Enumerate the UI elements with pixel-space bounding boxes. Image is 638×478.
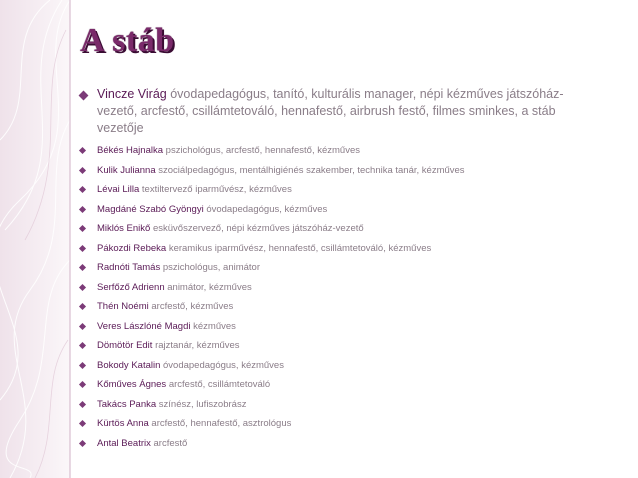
staff-description: animátor, kézműves xyxy=(167,281,252,293)
diamond-bullet-icon xyxy=(79,439,86,446)
staff-description: keramikus iparművész, hennafestő, csillámtetováló, kézműves xyxy=(168,242,432,254)
staff-description: textiltervező iparművész, kézműves xyxy=(141,184,292,195)
staff-description: esküvőszervező, népi kézműves játszóház-vezető xyxy=(152,223,364,234)
staff-name: Dömötör Edit xyxy=(97,340,153,351)
list-item xyxy=(80,161,600,181)
staff-description: pszichológus, arcfestő, hennafestő, kézműves xyxy=(165,145,360,156)
staff-name: Pákozdi Rebeka xyxy=(97,242,167,254)
staff-description: pszichológus, animátor xyxy=(162,262,261,273)
staff-name: Thén Noémi xyxy=(97,301,149,312)
list-item xyxy=(80,219,600,239)
staff-name: Bokody Katalin xyxy=(97,359,161,371)
staff-description: arcfestő, kézműves xyxy=(151,301,234,312)
staff-name: Takács Panka xyxy=(97,398,157,410)
staff-name: Radnóti Tamás xyxy=(97,262,161,273)
diamond-bullet-icon xyxy=(79,264,86,271)
diamond-bullet-icon xyxy=(79,283,86,290)
staff-name: Lévai Lilla xyxy=(97,184,140,195)
list-item xyxy=(80,395,600,415)
diamond-bullet-icon xyxy=(79,381,86,388)
staff-name: Serfőző Adrienn xyxy=(97,281,165,293)
staff-name: Veres Lászlóné Magdi xyxy=(97,320,191,332)
staff-name: Békés Hajnalka xyxy=(97,145,164,156)
staff-description: óvodapedagógus, kézműves xyxy=(206,203,328,215)
staff-description: arcfestő xyxy=(153,437,188,449)
slide-title: A stáb xyxy=(80,22,175,59)
list-item xyxy=(80,375,600,395)
staff-name: Kulik Julianna xyxy=(97,164,156,176)
list-item xyxy=(80,414,600,434)
list-item xyxy=(80,336,600,356)
list-item xyxy=(80,297,600,317)
list-item xyxy=(80,258,600,278)
staff-name: Kőműves Ágnes xyxy=(97,379,167,390)
diamond-bullet-icon xyxy=(79,303,86,310)
list-item xyxy=(80,434,600,454)
list-item xyxy=(80,180,600,200)
diamond-bullet-icon xyxy=(79,186,86,193)
list-item-lead xyxy=(80,86,600,137)
diamond-bullet-icon xyxy=(79,420,86,427)
diamond-bullet-icon xyxy=(79,91,89,101)
diamond-bullet-icon xyxy=(79,361,86,368)
diamond-bullet-icon xyxy=(79,225,86,232)
diamond-bullet-icon xyxy=(79,400,86,407)
staff-description: kézműves xyxy=(193,320,236,332)
staff-description: óvodapedagógus, kézműves xyxy=(163,359,284,371)
list-item xyxy=(80,278,600,298)
list-item xyxy=(80,239,600,259)
staff-list xyxy=(80,86,600,453)
list-item xyxy=(80,141,600,161)
diamond-bullet-icon xyxy=(79,166,86,173)
staff-name: Miklós Enikő xyxy=(97,223,151,234)
diamond-bullet-icon xyxy=(79,342,86,349)
staff-name: Magdáné Szabó Gyöngyi xyxy=(97,203,204,215)
list-item xyxy=(80,200,600,220)
list-item xyxy=(80,317,600,337)
staff-description: arcfestő, csillámtetováló xyxy=(168,379,271,390)
diamond-bullet-icon xyxy=(79,205,86,212)
staff-description: óvodapedagógus, tanító, kulturális manager, népi kézműves játszóház-vezető, arcfestő, csillámtetováló, hennafestő, airbrush festő, filmes sminkes, a stáb vezetője xyxy=(97,87,564,135)
staff-description: rajztanár, kézműves xyxy=(155,340,240,351)
staff-description: arcfestő, hennafestő, asztrológus xyxy=(151,418,292,429)
staff-name: Antal Beatrix xyxy=(97,437,151,449)
staff-name: Kürtös Anna xyxy=(97,418,149,429)
diamond-bullet-icon xyxy=(79,147,86,154)
diamond-bullet-icon xyxy=(79,244,86,251)
staff-description: színész, lufiszobrász xyxy=(158,398,247,410)
diamond-bullet-icon xyxy=(79,322,86,329)
staff-description: szociálpedagógus, mentálhigiénés szakember, technika tanár, kézműves xyxy=(158,164,465,176)
list-item xyxy=(80,356,600,376)
staff-name: Vincze Virág xyxy=(97,87,167,101)
